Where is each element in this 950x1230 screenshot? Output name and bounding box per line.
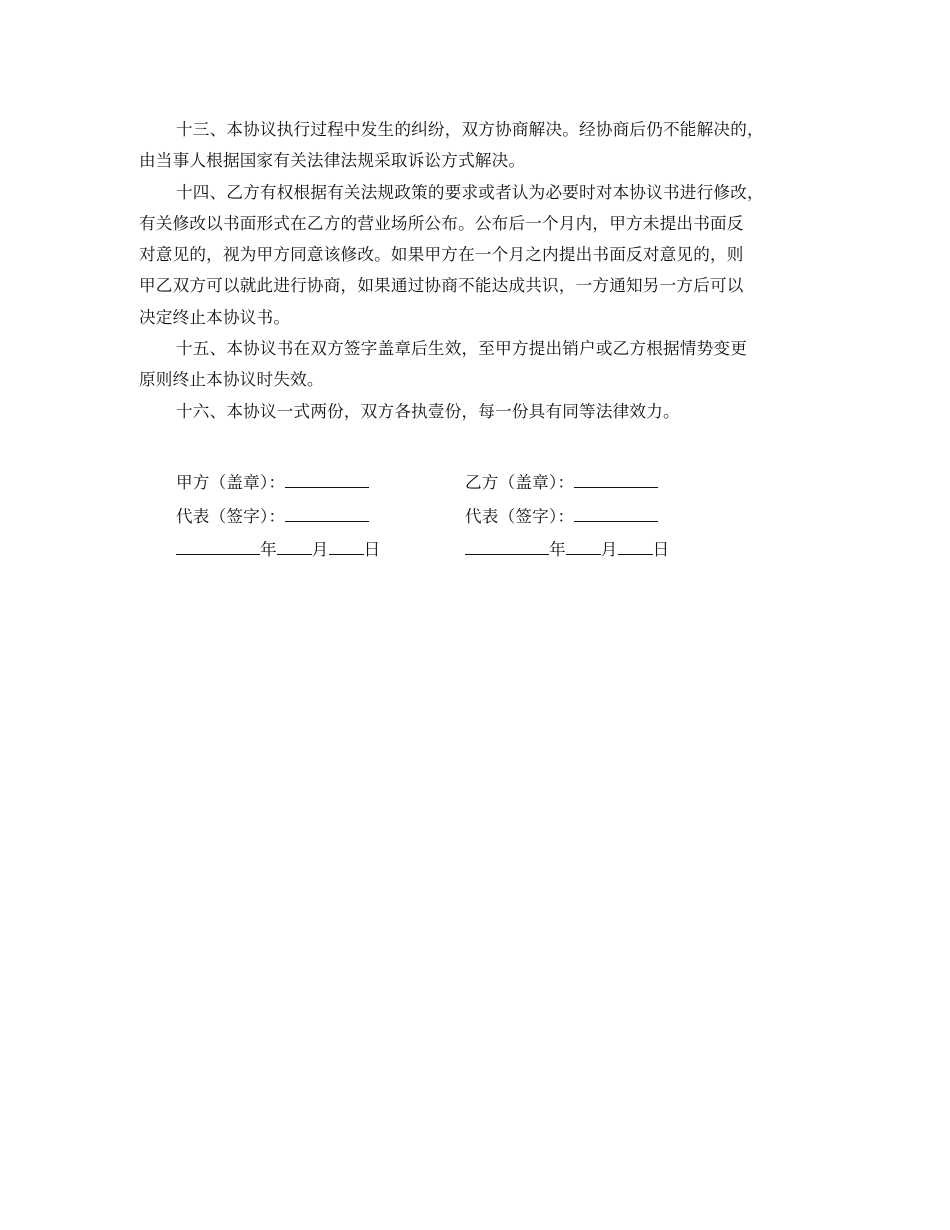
clause-14 <box>139 177 819 333</box>
party-b-rep-blank <box>574 503 658 522</box>
party-b-rep-line <box>465 503 658 531</box>
party-a-year-blank <box>176 536 260 555</box>
year-label: 年 <box>260 540 277 559</box>
day-label: 日 <box>363 540 381 559</box>
party-a-month-blank <box>277 536 312 555</box>
party-a-seal-blank <box>285 469 369 488</box>
clause-line: 决定终止本协议书。 <box>139 307 291 327</box>
party-b-seal-label: 乙方（盖章）： <box>465 473 575 492</box>
clause-line: 甲乙双方可以就此进行协商，如果通过协商不能达成共识，一方通知另一方后可以 <box>139 276 744 296</box>
clause-line: 十六、本协议一式两份，双方各执壹份，每一份具有同等法律效力。 <box>176 401 680 421</box>
clause-line: 对意见的，视为甲方同意该修改。如果甲方在一个月之内提出书面反对意见的，则 <box>139 245 744 265</box>
clause-line: 十四、乙方有权根据有关法规政策的要求或者认为必要时对本协议书进行修改， <box>176 182 764 202</box>
month-label: 月 <box>311 540 329 559</box>
clause-line: 十五、本协议书在双方签字盖章后生效，至甲方提出销户或乙方根据情势变更 <box>176 339 747 359</box>
clause-line: 十三、本协议执行过程中发生的纠纷，双方协商解决。经协商后仍不能解决的， <box>176 120 764 139</box>
party-b-rep-label: 代表（签字）： <box>465 507 575 526</box>
party-a-seal-label: 甲方（盖章）： <box>176 473 286 492</box>
party-b-month-blank <box>566 536 601 555</box>
party-a-day-blank <box>329 536 364 555</box>
month-label: 月 <box>600 540 618 559</box>
party-b-day-blank <box>618 536 653 555</box>
clause-15 <box>139 333 819 396</box>
day-label: 日 <box>652 540 670 559</box>
clause-line: 有关修改以书面形式在乙方的营业场所公布。公布后一个月内，甲方未提出书面反 <box>139 213 744 233</box>
party-a-seal-line <box>176 469 369 497</box>
clause-16 <box>139 396 819 427</box>
party-b-seal-line <box>465 469 658 497</box>
clause-13 <box>139 114 819 177</box>
party-a-date-line <box>176 536 380 564</box>
agreement-clauses <box>139 114 819 427</box>
year-label: 年 <box>549 540 566 559</box>
party-b-seal-blank <box>574 469 658 488</box>
party-a-rep-line <box>176 503 369 531</box>
clause-line: 由当事人根据国家有关法律法规采取诉讼方式解决。 <box>139 151 526 171</box>
party-a-rep-blank <box>285 503 369 522</box>
clause-line: 原则终止本协议时失效。 <box>139 370 324 390</box>
party-b-year-blank <box>465 536 549 555</box>
party-a-rep-label: 代表（签字）： <box>176 507 286 526</box>
party-b-date-line <box>465 536 669 564</box>
